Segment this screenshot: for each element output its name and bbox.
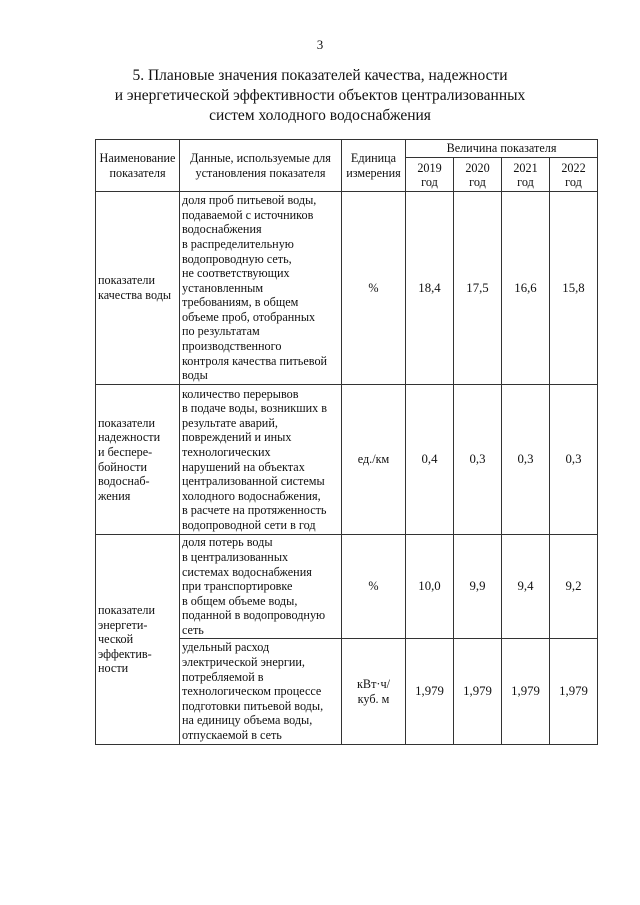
value-cell-2022: 1,979: [550, 639, 598, 745]
indicator-description-cell: доля потерь воды в централизованных системах водоснабжения при транспортировке в общем объеме воды, поданной в водопроводную сеть: [180, 535, 342, 639]
header-indicator-name: Наименование показателя: [96, 140, 180, 192]
header-year-2021: 2021 год: [502, 158, 550, 192]
unit-cell: %: [342, 192, 406, 385]
indicator-description-cell: количество перерывов в подаче воды, возникших в результате аварий, повреждений и иных технологических нарушений на объектах централизованной системы холодного водоснабжения, в расчете на протяженность водопроводной сети в год: [180, 385, 342, 535]
header-year-2020: 2020 год: [454, 158, 502, 192]
value-cell-2020: 0,3: [454, 385, 502, 535]
value-cell-2020: 9,9: [454, 535, 502, 639]
unit-cell: кВт·ч/ куб. м: [342, 639, 406, 745]
unit-cell: %: [342, 535, 406, 639]
table-row: [96, 535, 598, 639]
unit-cell: ед./км: [342, 385, 406, 535]
indicator-name-cell: показатели надежности и беспере- бойности водоснаб- жения: [96, 385, 180, 535]
value-cell-2019: 0,4: [406, 385, 454, 535]
title-line: и энергетической эффективности объектов централизованных: [114, 87, 526, 104]
indicator-name-cell: показатели качества воды: [96, 192, 180, 385]
page-number: 3: [316, 37, 324, 52]
indicator-description-cell: доля проб питьевой воды, подаваемой с источников водоснабжения в распределительную водопроводную сеть, не соответствующих установленным требованиям, в общем объеме проб, отобранных по результатам производственного контроля качества питьевой воды: [180, 192, 342, 385]
value-cell-2019: 1,979: [406, 639, 454, 745]
section-title: [60, 66, 580, 126]
table-row: [96, 192, 598, 385]
value-cell-2021: 1,979: [502, 639, 550, 745]
value-cell-2021: 0,3: [502, 385, 550, 535]
header-unit: Единица измерения: [342, 140, 406, 192]
value-cell-2019: 18,4: [406, 192, 454, 385]
indicator-description-cell: удельный расход электрической энергии, потребляемой в технологическом процессе подготовки питьевой воды, на единицу объема воды, отпускаемой в сеть: [180, 639, 342, 745]
value-cell-2021: 16,6: [502, 192, 550, 385]
value-cell-2021: 9,4: [502, 535, 550, 639]
header-year-2022: 2022 год: [550, 158, 598, 192]
value-cell-2022: 15,8: [550, 192, 598, 385]
value-cell-2022: 9,2: [550, 535, 598, 639]
table-row: [96, 385, 598, 535]
header-year-2019: 2019 год: [406, 158, 454, 192]
header-data-used: Данные, используемые для установления показателя: [180, 140, 342, 192]
value-cell-2020: 1,979: [454, 639, 502, 745]
title-line: систем холодного водоснабжения: [209, 107, 431, 124]
value-cell-2020: 17,5: [454, 192, 502, 385]
header-value: Величина показателя: [406, 140, 598, 158]
value-cell-2019: 10,0: [406, 535, 454, 639]
indicators-table: [95, 139, 598, 745]
title-line: 5. Плановые значения показателей качества, надежности: [132, 67, 508, 84]
indicator-name-cell: показатели энергети- ческой эффектив- ности: [96, 535, 180, 745]
value-cell-2022: 0,3: [550, 385, 598, 535]
